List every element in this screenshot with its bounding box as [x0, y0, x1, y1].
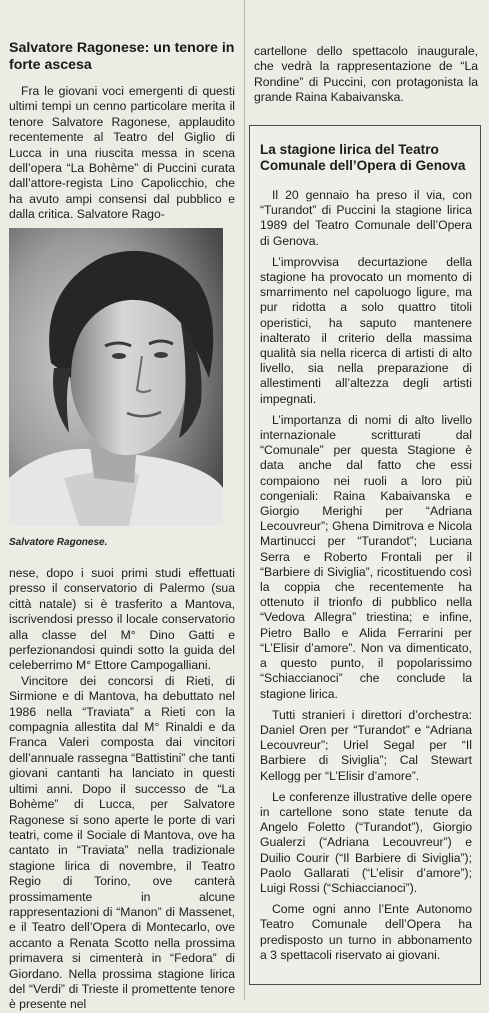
photo-caption: Salvatore Ragonese.	[9, 537, 108, 548]
sidebar-box	[249, 125, 481, 985]
box-content	[260, 142, 472, 969]
box-paragraph: Tutti stranieri i direttori d’orchestra: Daniel Oren per “Turandot” e “Adriana Lecouvreur”; Uriel Segal per “Il Barbiere di Siviglia”; Cal Stewart Kellogg per “L’Elisir d’amore”.	[260, 707, 472, 783]
right-column-continuation	[254, 44, 478, 106]
left-article	[9, 40, 235, 223]
box-paragraph: L’importanza di nomi di alto livello internazionale scritturati dal “Comunale” per questa Stagione è data anche dal fatto che essi compaiono nei ruoli a loro più congeniali: Raina Kabaivanska e Giorgio Merighi per “Adriana Lecouvreur”; Ghena Dimitrova e Nicola Martinucci per “Turandot”; Luciana Serra e Roberto Frontali per il “Barbiere di Siviglia”, ricostituendo così la coppia che recentemente ha ottenuto il trionfo di pubblico nella “Vedova Allegra” triestina; e infine, Pietro Ballo e Alida Ferrarini per “L’Elisir d’amore”. Non va dimenticato, a questo punto, il popolarissimo “Schiaccianoci” che conclude la stagione lirica.	[260, 412, 472, 701]
box-paragraph: Come ogni anno l’Ente Autonomo Teatro Comunale dell’Opera ha predisposto un turno in abbonamento a 3 spettacoli riservato ai giovani.	[260, 902, 472, 962]
article-continuation: nese, dopo i suoi primi studi effettuati presso il conservatorio di Palermo (sua città natale) si è trasferito a Mantova, iscrivendosi presso il locale conservatorio alla classe del M° Dino Gatti e perfezionandosi quindi sotto la guida del celeberrimo M° Ettore Campogalliani.	[9, 566, 235, 673]
column-divider	[244, 0, 245, 1000]
box-paragraph: L’improvvisa decurtazione della stagione ha provocato un momento di smarrimento nel capoluogo ligure, ma pur ridotta a solo quattro titoli operistici, ha saputo mantenere inalterato il criterio della massima qualità sia nella ricerca di artisti di alto livello, sia nella preparazione di allestimenti all’altezza degli artisti impegnati.	[260, 254, 472, 406]
article-paragraph: Vincitore dei concorsi di Rieti, di Sirmione e di Mantova, ha debuttato nel 1986 nella “Traviata” a Rieti con la compagnia allestita dal M° Rinaldi e da Franca Valeri composta dai vincitori dell’annuale rassegna “Battistini” che tanti giovani cantanti ha lanciato in questi ultimi anni. Dopo il successo de “La Bohème” di Lucca, per Salvatore Ragonese si sono aperte le porte di vari teatri, come il Sociale di Mantova, ove ha cantato in “Traviata” nella tradizionale stagione lirica di novembre, il Teatro Regio di Torino, ove canterà prossimamente in alcune rappresentazioni di “Manon” di Massenet, e il Teatro dell’Opera di Montecarlo, ove accanto a Renata Scotto nella prossima primavera si cimenterà in “Fedora” di Giordano. Nella prossima stagione lirica del “Verdi” di Trieste il promettente tenore è presente nel	[9, 673, 235, 1012]
article-title: Salvatore Ragonese: un tenore in forte ascesa	[9, 40, 235, 73]
left-article-continued	[9, 566, 235, 1013]
box-paragraph: Le conferenze illustrative delle opere in cartellone sono state tenute da Angelo Foletto (“Turandot”), Giorgio Gualerzi (“Adriana Lecouvreur”) e Duilio Courir (“Il Barbiere di Siviglia”); Paolo Gallarati (“L’elisir d’amore”); Luigi Rossi (“Schiaccianoci”).	[260, 789, 472, 895]
box-paragraph: Il 20 gennaio ha preso il via, con “Turandot” di Puccini la stagione lirica 1989 del Teatro Comunale dell’Opera di Genova.	[260, 188, 472, 248]
tenor-portrait-photo	[9, 228, 223, 526]
article-intro: Fra le giovani voci emergenti di questi ultimi tempi un cenno particolare merita il tenore Salvatore Ragonese, applaudito recentemente al Teatro del Giglio di Lucca in una riuscita messa in scena dell’opera “La Bohème” di Puccini curata dall’attore-regista Lino Capolicchio, che ha avuto ampi consensi dal pubblico e dalla critica. Salvatore Rago-	[9, 84, 235, 222]
box-title: La stagione lirica del Teatro Comunale dell’Opera di Genova	[260, 142, 466, 173]
article-ending: cartellone dello spettacolo inaugurale, che vedrà la rappresentazione de “La Rondine” di Puccini, con protagonista la grande Raina Kabaivanska.	[254, 44, 478, 105]
